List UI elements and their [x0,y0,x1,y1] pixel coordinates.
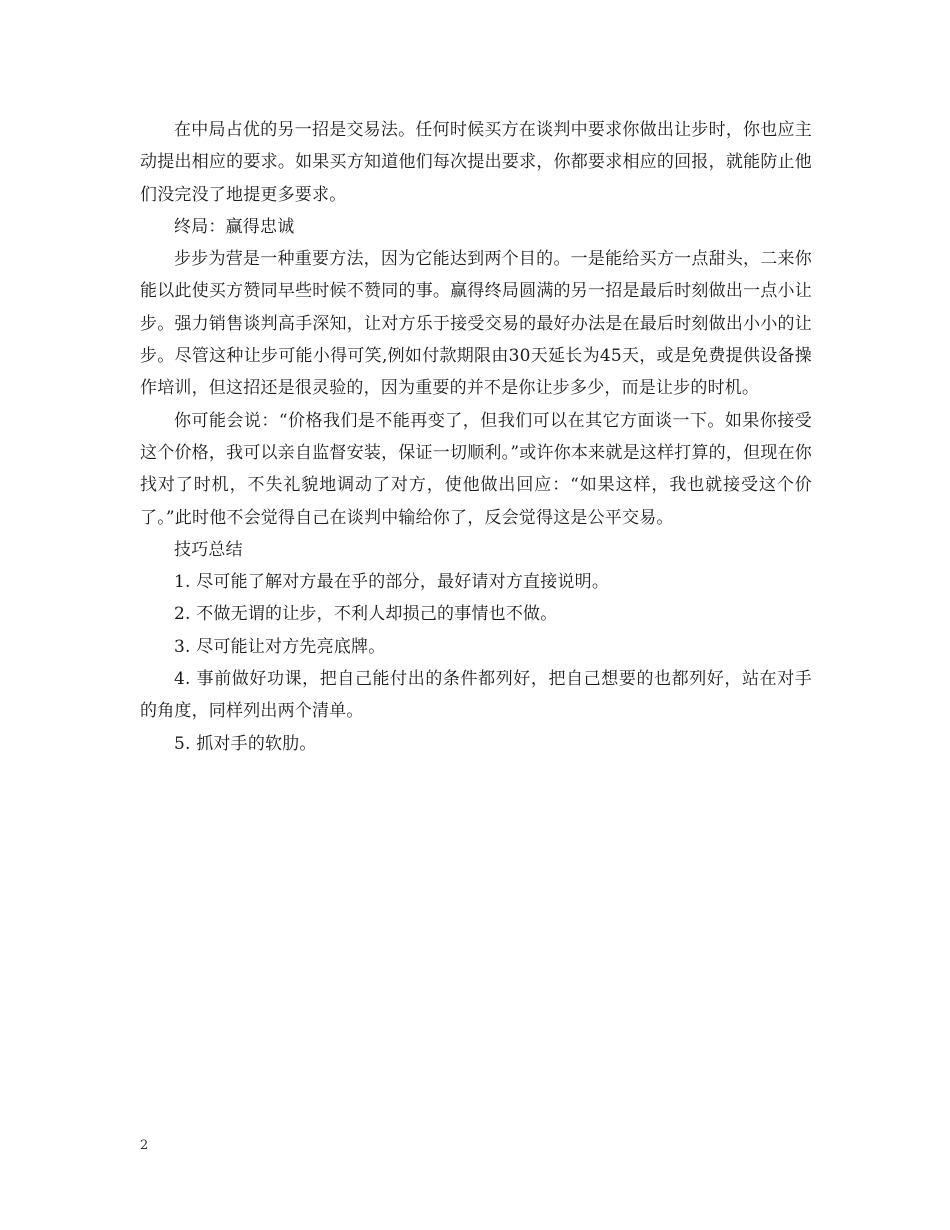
page-number: 2 [140,1138,149,1153]
list-item-tip-4: 4. 事前做好功课，把自己能付出的条件都列好，把自己想要的也都列好，站在对手的角度，同样列出两个清单。 [140,669,812,722]
document-body [140,114,812,760]
list-item-tip-1: 1. 尽可能了解对方最在乎的部分，最好请对方直接说明。 [174,572,610,593]
section-heading-endgame: 终局：赢得忠诚 [174,216,295,237]
section-heading-summary: 技巧总结 [174,539,243,560]
paragraph-trade-method: 在中局占优的另一招是交易法。任何时候买方在谈判中要求你做出让步时，你也应主动提出相应的要求。如果买方知道他们每次提出要求，你都要求相应的回报，就能防止他们没完没了地提更多要求。 [140,120,812,205]
paragraph-example-dialogue: 你可能会说：“价格我们是不能再变了，但我们可以在其它方面谈一下。如果你接受这个价格，我可以亲自监督安装，保证一切顺利。”或许你本来就是这样打算的，但现在你找对了时机，不失礼貌地调动了对方，使他做出回应：“如果这样，我也就接受这个价了。”此时他不会觉得自己在谈判中输给你了，反会觉得这是公平交易。 [140,410,812,528]
paragraph-step-by-step: 步步为营是一种重要方法，因为它能达到两个目的。一是能给买方一点甜头，二来你能以此使买方赞同早些时候不赞同的事。赢得终局圆满的另一招是最后时刻做出一点小让步。强力销售谈判高手深知，让对方乐于接受交易的最好办法是在最后时刻做出小小的让步。尽管这种让步可能小得可笑,例如付款期限由30天延长为45天，或是免费提供设备操作培训，但这招还是很灵验的，因为重要的并不是你让步多少，而是让步的时机。 [140,249,812,399]
list-item-tip-3: 3. 尽可能让对方先亮底牌。 [174,636,386,657]
list-item-tip-2: 2. 不做无谓的让步，不利人却损己的事情也不做。 [174,604,558,625]
list-item-tip-5: 5. 抓对手的软肋。 [174,733,317,754]
